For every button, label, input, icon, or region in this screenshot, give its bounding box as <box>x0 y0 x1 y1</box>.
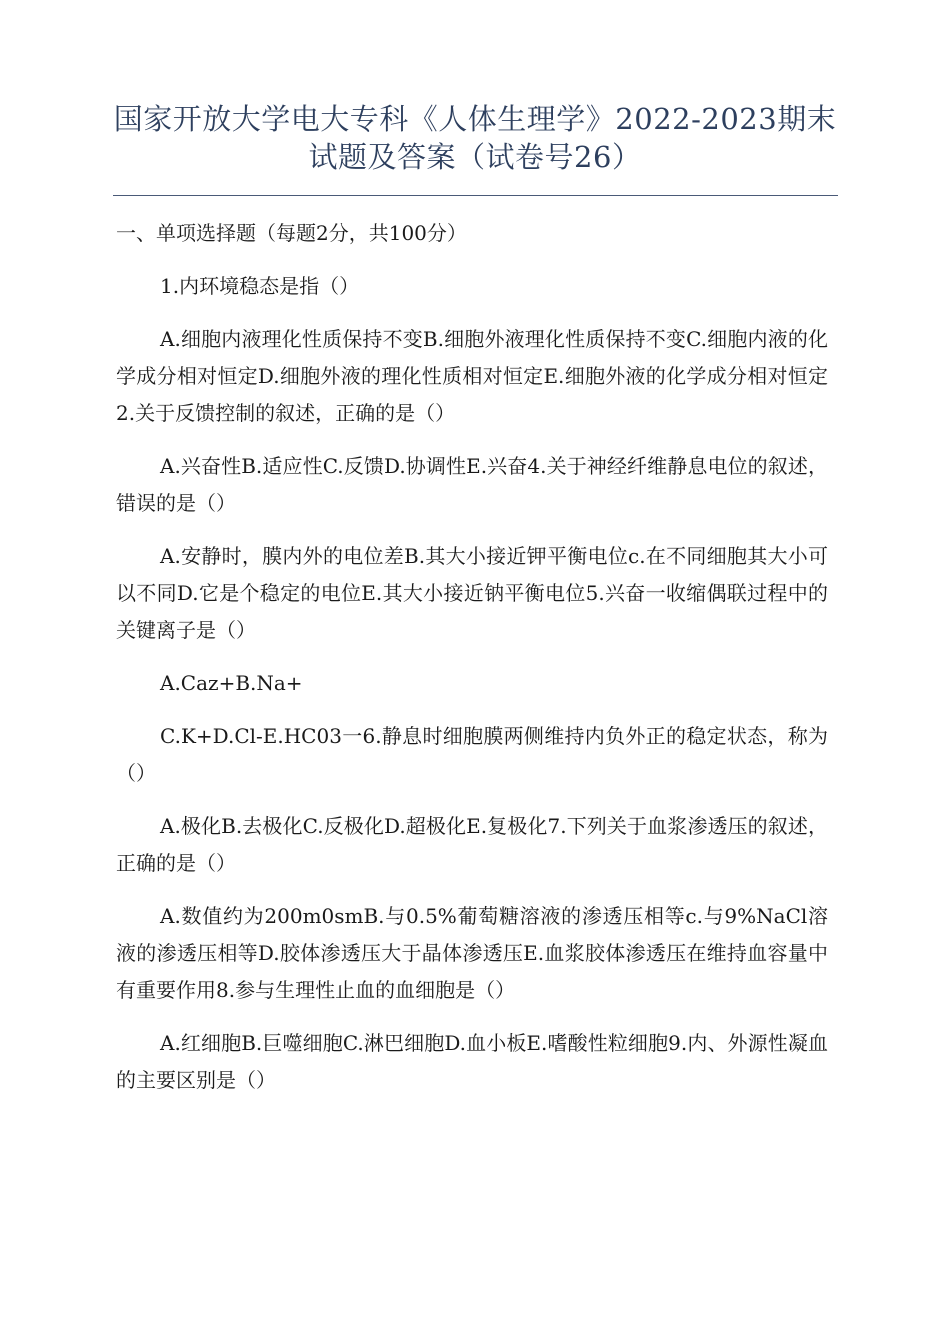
paragraph: A.Caz+B.Na+ <box>160 671 303 695</box>
paragraph: A.细胞内液理化性质保持不变B.细胞外液理化性质保持不变C.细胞内液的化学成分相对恒定D.细胞外液的理化性质相对恒定E.细胞外液的化学成分相对恒定2.关于反馈控制的叙述，正确的是（） <box>116 327 828 425</box>
paragraph: 1.内环境稳态是指（） <box>160 274 360 298</box>
document-title <box>100 100 850 176</box>
paragraph: A.数值约为200m0smB.与0.5%葡萄糖溶液的渗透压相等c.与9%NaCl溶液的渗透压相等D.胶体渗透压大于晶体渗透压E.血浆胶体渗透压在维持血容量中有重要作用8.参与生理性止血的血细胞是（） <box>116 904 828 1002</box>
paragraph: A.极化B.去极化C.反极化D.超极化E.复极化7.下列关于血浆渗透压的叙述，正确的是（） <box>116 814 828 875</box>
paragraph: A.红细胞B.巨噬细胞C.淋巴细胞D.血小板E.嗜酸性粒细胞9.内、外源性凝血的主要区别是（） <box>116 1031 828 1092</box>
title-line-2: 试题及答案（试卷号26） <box>308 140 642 174</box>
document-body <box>116 215 828 1115</box>
paragraph: A.兴奋性B.适应性C.反馈D.协调性E.兴奋4.关于神经纤维静息电位的叙述，错误的是（） <box>116 454 828 515</box>
section-heading: 一、单项选择题（每题2分，共100分） <box>116 221 467 245</box>
paragraph: C.K+D.Cl-E.HC03一6.静息时细胞膜两侧维持内负外正的稳定状态，称为（） <box>116 724 828 785</box>
paragraph: A.安静时，膜内外的电位差B.其大小接近钾平衡电位c.在不同细胞其大小可以不同D.它是个稳定的电位E.其大小接近钠平衡电位5.兴奋一收缩偶联过程中的关键离子是（） <box>116 544 828 642</box>
title-divider <box>113 195 838 196</box>
title-line-1: 国家开放大学电大专科《人体生理学》2022-2023期末 <box>113 102 837 136</box>
